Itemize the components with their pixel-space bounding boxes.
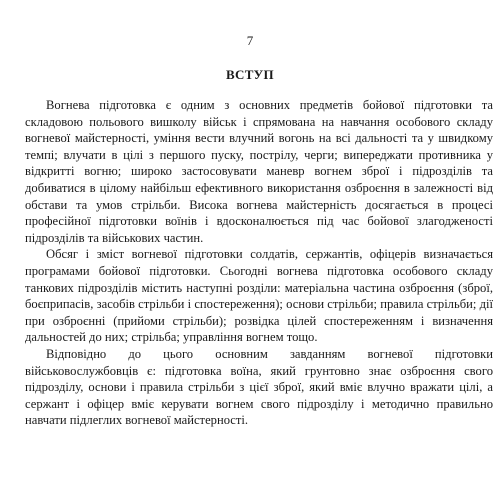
section-heading: ВСТУП (226, 67, 274, 82)
paragraph-2: Обсяг і зміст вогневої підготовки солдатів, сержантів, офіцерів визначається програмами бойової підготовки. Сьогодні вогнева підготовка особового складу танкових підрозділів містить наступні розділи: матеріальна частина озброєння (зброї, боєприпасів, засобів стрільби і спостереження); основи стрільби; правила стрільби; дії при озброєнні (прийоми стрільби); розвідка цілей спостереженням і визначення дальностей до них; стрільба; управління вогнем тощо. (25, 247, 493, 345)
paragraph-1: Вогнева підготовка є одним з основних предметів бойової підготовки та складовою польового вишколу військ і спрямована на навчання особового складу вогневої майстерності, уміння вести влучний вогонь на всі дальності та у швидкому темпі; влучати в цілі з першого пуску, пострілу, черги; випереджати противника у відкритті вогню; широко застосовувати маневр вогнем зброї і підрозділів та добиватися в цілому найбільш ефективного використання озброєння в залежності від обстави та умов стрільби. Висока вогнева майстерність досягається в процесі професійної підготовки воїнів і вдосконалюється під час бойової злагодженості підрозділів та військових частин. (25, 98, 493, 245)
body-text (25, 97, 493, 429)
page-number: 7 (246, 33, 254, 48)
paragraph-3: Відповідно до цього основним завданням вогневої підготовки військовослужбовців є: підготовка воїна, який грунтовно знає озброєння свого підрозділу, основи і правила стрільби з цієї зброї, який вміє влучно вражати цілі, а сержант і офіцер вміє керувати вогнем свого підрозділу і методично правильно навчати підлеглих вогневої майстерності. (25, 346, 493, 428)
